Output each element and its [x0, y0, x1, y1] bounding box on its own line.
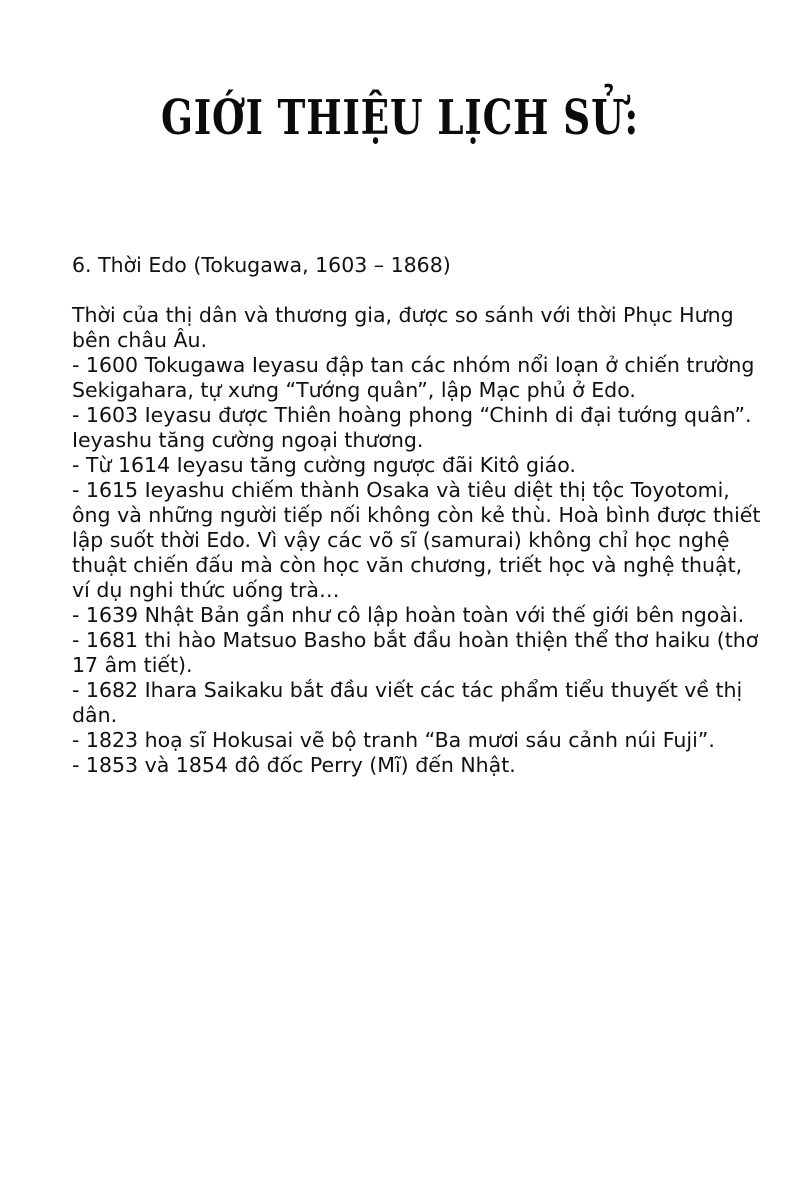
document-body — [72, 253, 762, 778]
timeline-item-1682: - 1682 Ihara Saikaku bắt đầu viết các tác phẩm tiểu thuyết về thị dân. — [72, 678, 743, 727]
timeline-item-1600: - 1600 Tokugawa Ieyasu đập tan các nhóm nổi loạn ở chiến trường Sekigahara, tự xưng “Tướng quân”, lập Mạc phủ ở Edo. — [72, 353, 755, 402]
timeline-item-1853: - 1853 và 1854 đô đốc Perry (Mĩ) đến Nhật. — [72, 753, 516, 777]
timeline-item-1615: - 1615 Ieyashu chiếm thành Osaka và tiêu diệt thị tộc Toyotomi, ông và những người tiếp nối không còn kẻ thù. Hoà bình được thiết lập suốt thời Edo. Vì vậy các võ sĩ (samurai) không chỉ học nghệ thuật chiến đấu mà còn học văn chương, triết học và nghệ thuật, ví dụ nghi thức uống trà… — [72, 478, 761, 602]
timeline-item-1639: - 1639 Nhật Bản gần như cô lập hoàn toàn với thế giới bên ngoài. — [72, 603, 745, 627]
intro-paragraph: Thời của thị dân và thương gia, được so sánh với thời Phục Hưng bên châu Âu. — [72, 303, 734, 352]
timeline-item-1603: - 1603 Ieyasu được Thiên hoàng phong “Chinh di đại tướng quân”. Ieyashu tăng cường ngoại thương. — [72, 403, 752, 452]
timeline-item-1681: - 1681 thi hào Matsuo Basho bắt đầu hoàn thiện thể thơ haiku (thơ 17 âm tiết). — [72, 628, 759, 677]
timeline-list — [72, 353, 762, 778]
timeline-item-1823: - 1823 hoạ sĩ Hokusai vẽ bộ tranh “Ba mươi sáu cảnh núi Fuji”. — [72, 728, 715, 752]
page-title: GIỚI THIỆU LỊCH SỬ: — [161, 90, 639, 147]
timeline-item-1614: - Từ 1614 Ieyasu tăng cường ngược đãi Kitô giáo. — [72, 453, 576, 477]
section-heading: 6. Thời Edo (Tokugawa, 1603 – 1868) — [72, 253, 451, 277]
